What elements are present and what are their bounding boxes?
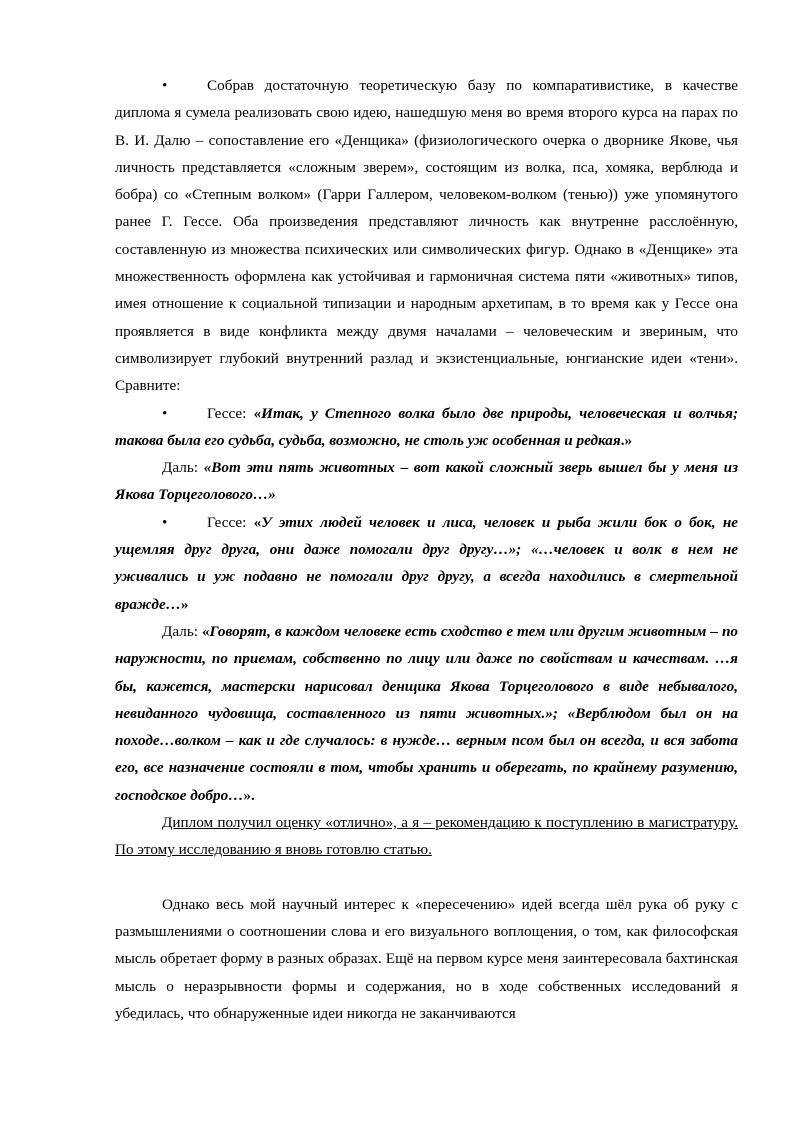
quote-text: «Вот эти пять животных – вот какой сложный зверь вышел бы у меня из Якова Торцеголового…»: [115, 459, 739, 504]
quote-close: »: [180, 595, 189, 613]
quote-author: Гессе:: [207, 404, 254, 422]
quote-open: «: [253, 513, 262, 531]
paragraph-gap: [115, 864, 738, 891]
quote-hesse-2: [115, 509, 738, 618]
paragraph-diploma: [115, 72, 738, 400]
quote-dal-2: [115, 618, 738, 809]
quote-open: «: [253, 404, 262, 422]
paragraph-text: Однако весь мой научный интерес к «пересечению» идей всегда шёл рука об руку с размышлениями о соотношении слова и его визуального воплощения, о том, как философская мысль обретает форму в разных образах. Ещё на первом курсе меня заинтересовала бахтинская мысль о неразрывности формы и содержания, но в ходе собственных исследований я убедилась, что обнаруженные идеи никогда не заканчиваются: [115, 895, 738, 1022]
quote-text: Говорят, в каждом человеке есть сходство е тем или другим животным – по наружности, по приемам, собственно по лицу или даже по свойствам и качествам. …я бы, кажется, мастерски нарисовал денщика Якова Торцеголового в виде небывалого, невиданного чудовища, составленного из пяти животных.»; «Верблюдом был он на походе…волком – как и где случалось: в нужде… верным псом был он всегда, и вся забота его, все назначение состояли в том, чтобы хранить и оберегать, по крайнему разумению, господское добро…: [115, 622, 738, 804]
paragraph-text: Собрав достаточную теоретическую базу по компаративистике, в качестве диплома я сумела реализовать свою идею, нашедшую меня во время второго курса на парах по В. И. Далю – сопоставление его «Денщика» (физиологического очерка о дворнике Якове, чья личность представляется «сложным зверем», состоящим из волка, пса, хомяка, верблюда и бобра) со «Степным волком» (Гарри Галлером, человеком-волком (тенью)) уже упомянутого ранее Г. Гессе. Оба произведения представляют личность как внутренне расслоённую, составленную из множества психических или символических фигур. Однако в «Денщике» эта множественность оформлена как устойчивая и гармоничная система пяти «животных» типов, имея отношение к социальной типизации и народным архетипам, в то время как у Гессе она проявляется в виде конфликта между двумя началами – человеческим и звериным, что символизирует глубокий внутренний разлад и экзистенциальные, юнгианские идеи «тени». Сравните:: [115, 77, 738, 395]
quote-author: Гессе:: [207, 513, 254, 531]
quote-hesse-1: [115, 400, 738, 455]
bullet-icon: •: [162, 77, 168, 94]
paragraph-interest: [115, 891, 738, 1027]
bullet-icon: •: [162, 513, 168, 531]
quote-author: Даль:: [162, 459, 204, 477]
quote-close: .»: [620, 431, 633, 449]
quote-close: ».: [243, 786, 255, 804]
paragraph-result: [115, 809, 738, 864]
paragraph-text: Диплом получил оценку «отлично», а я – рекомендацию к поступлению в магистратуру. По этому исследованию я вновь готовлю статью.: [115, 814, 738, 859]
quote-text: Итак, у Степного волка было две природы, человеческая и волчья; такова была его судьба, судьба, возможно, не столь уж особенная и редкая: [115, 404, 739, 449]
quote-text: У этих людей человек и лиса, человек и рыба жили бок о бок, не ущемляя друг друга, они даже помогали друг другу…»; «…человек и волк в нем не уживались и уж подавно не помогали друг другу, а всегда находились в смертельной вражде…: [115, 513, 739, 613]
quote-open: «: [201, 622, 210, 640]
quote-dal-1: [115, 454, 738, 509]
document-page: [115, 72, 738, 1027]
quote-author: Даль:: [162, 622, 202, 640]
bullet-icon: •: [162, 404, 168, 422]
